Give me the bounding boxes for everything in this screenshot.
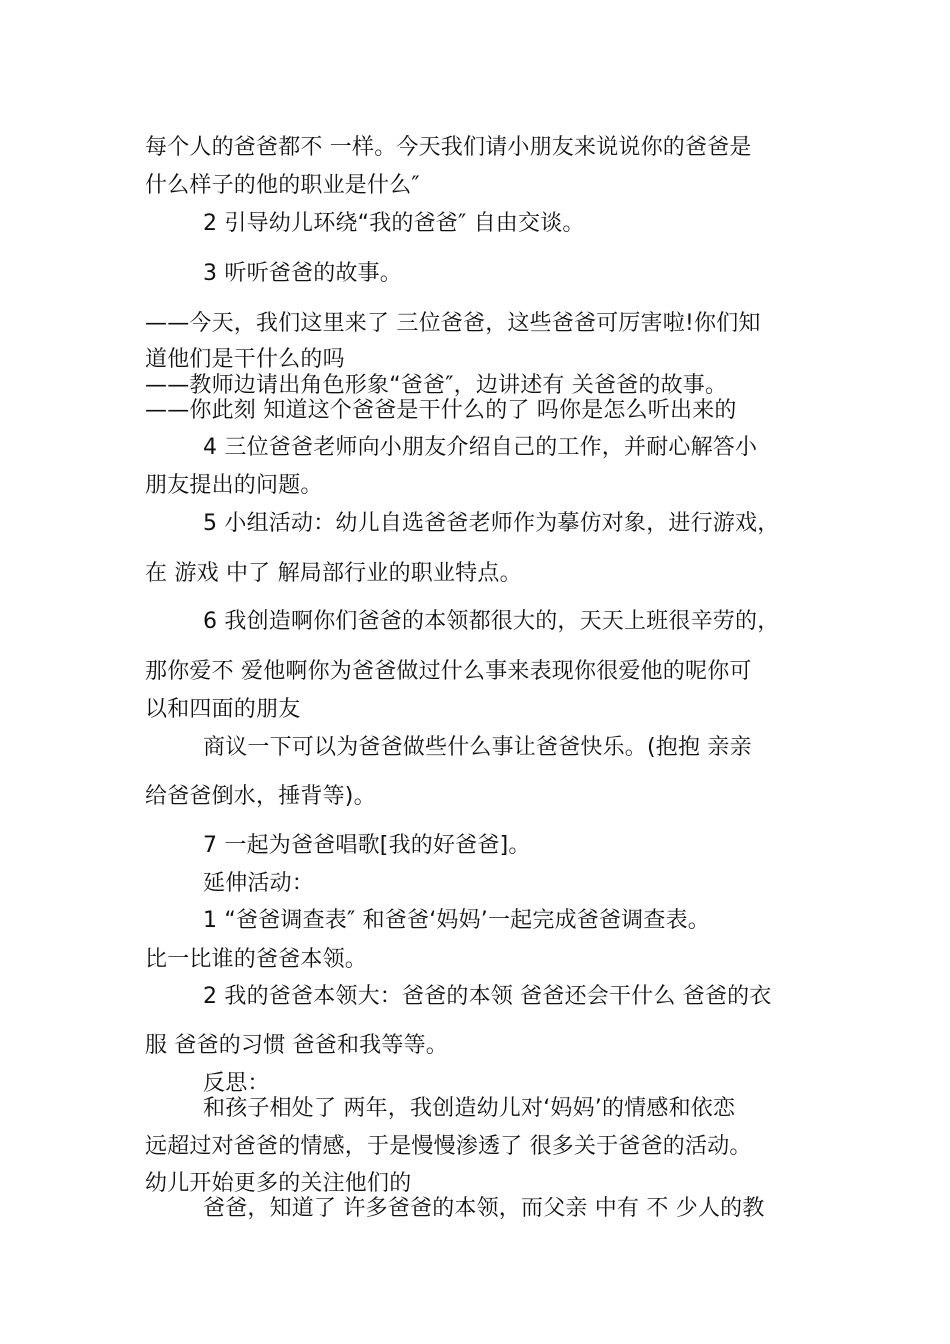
text-line: 什么样子的他的职业是什么″ [145, 173, 420, 198]
text-line: ——教师边请出角色形象“爸爸″，边讲述有 关爸爸的故事。 [145, 373, 728, 398]
text-line: ——你此刻 知道这个爸爸是干什么的了 吗你是怎么听出来的 [145, 398, 737, 423]
text-line: 爸爸，知道了 许多爸爸的本领，而父亲 中有 不 少人的教 [203, 1196, 765, 1221]
text-line: 以和四面的朋友 [145, 697, 301, 722]
text-line: 2 引导幼儿环绕“我的爸爸″ 自由交谈。 [203, 211, 585, 236]
text-line: 给爸爸倒水，捶背等)。 [145, 784, 376, 809]
text-line: 1 “爸爸调查表″ 和爸爸‘妈妈’一起完成爸爸调查表。 [203, 908, 710, 933]
text-line: 和孩子相处了 两年，我创造幼儿对‘妈妈’的情感和依恋 [203, 1096, 736, 1121]
text-line: 商议一下可以为爸爸做些什么事让爸爸快乐。(抱抱 亲亲 [203, 735, 752, 760]
text-line: 4 三位爸爸老师向小朋友介绍自己的工作，并耐心解答小 [203, 435, 758, 460]
text-line: 反思： [203, 1071, 270, 1096]
text-line: 每个人的爸爸都不 一样。今天我们请小朋友来说说你的爸爸是 [145, 135, 752, 160]
text-line: 7 一起为爸爸唱歌[我的好爸爸]。 [203, 833, 531, 858]
text-line: 服 爸爸的习惯 爸爸和我等等。 [145, 1033, 448, 1058]
text-line: 在 游戏 中了 解局部行业的职业特点。 [145, 561, 522, 586]
text-line: 延伸活动： [203, 871, 315, 896]
text-line: 远超过对爸爸的情感，于是慢慢渗透了 很多关于爸爸的活动。 [145, 1134, 752, 1159]
text-line: 2 我的爸爸本领大：爸爸的本领 爸爸还会干什么 爸爸的衣 [203, 984, 772, 1009]
text-line: 幼儿开始更多的关注他们的 [145, 1171, 412, 1196]
text-line: 比一比谁的爸爸本领。 [145, 947, 368, 972]
text-line: 那你爱不 爱他啊你为爸爸做过什么事来表现你很爱他的呢你可 [145, 659, 752, 684]
text-line: 3 听听爸爸的故事。 [203, 261, 402, 286]
text-line: 道他们是干什么的吗 [145, 347, 345, 372]
text-line: 6 我创造啊你们爸爸的本领都很大的，天天上班很辛劳的， [203, 609, 780, 634]
text-line: ——今天，我们这里来了 三位爸爸，这些爸爸可厉害啦!你们知 [145, 311, 761, 336]
text-line: 5 小组活动：幼儿自选爸爸老师作为摹仿对象，进行游戏， [203, 511, 780, 536]
text-line: 朋友提出的问题。 [145, 473, 323, 498]
